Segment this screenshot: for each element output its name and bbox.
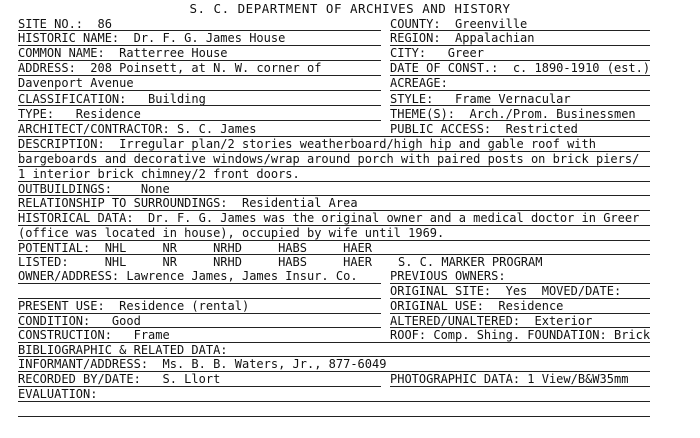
- previous-owners-field: PREVIOUS OWNERS:: [390, 269, 506, 283]
- address-field-continued: Davenport Avenue: [18, 76, 134, 90]
- description-line-2: bargeboards and decorative windows/wrap around porch with paired posts on brick piers/: [18, 152, 640, 166]
- city-field: CITY: Greer: [390, 46, 484, 60]
- altered-unaltered-field: ALTERED/UNALTERED: Exterior: [390, 314, 593, 328]
- listed-field: LISTED: NHL NR NRHD HABS HAER: [18, 255, 373, 269]
- common-name-field: COMMON NAME: Ratterree House: [18, 46, 228, 60]
- theme-field: THEME(S): Arch./Prom. Businessmen: [390, 107, 636, 121]
- address-field: ADDRESS: 208 Poinsett, at N. W. corner of: [18, 61, 322, 75]
- rule: [18, 401, 650, 402]
- rule: [390, 105, 650, 106]
- owner-address-field: OWNER/ADDRESS: Lawrence James, James Insur. Co.: [18, 269, 358, 283]
- classification-field: CLASSIFICATION: Building: [18, 92, 206, 106]
- region-field: REGION: Appalachian: [390, 31, 535, 45]
- historic-name-field: HISTORIC NAME: Dr. F. G. James House: [18, 31, 286, 45]
- marker-program-label: S. C. MARKER PROGRAM: [398, 255, 543, 269]
- county-field: COUNTY: Greenville: [390, 17, 528, 31]
- original-site-field: ORIGINAL SITE: Yes MOVED/DATE:: [390, 284, 622, 298]
- roof-foundation-field: ROOF: Comp. Shing. FOUNDATION: Brick: [390, 328, 651, 342]
- public-access-field: PUBLIC ACCESS: Restricted: [390, 122, 578, 136]
- evaluation-field: EVALUATION:: [18, 387, 98, 401]
- recorded-by-field: RECORDED BY/DATE: S. Llort: [18, 372, 221, 386]
- style-field: STYLE: Frame Vernacular: [390, 92, 571, 106]
- construction-field: CONSTRUCTION: Frame: [18, 328, 170, 342]
- date-of-construction-field: DATE OF CONST.: c. 1890-1910 (est.): [390, 61, 651, 75]
- site-no-field: SITE NO.: 86: [18, 17, 112, 31]
- rule: [390, 120, 650, 121]
- description-line-1: DESCRIPTION: Irregular plan/2 stories weatherboard/high hip and gable roof with: [18, 137, 596, 151]
- historical-data-line-2: (office was located in house), occupied by wife until 1969.: [18, 226, 445, 240]
- original-use-field: ORIGINAL USE: Residence: [390, 299, 564, 313]
- description-line-3: 1 interior brick chimney/2 front doors.: [18, 167, 300, 181]
- rule: [18, 105, 381, 106]
- bibliographic-field: BIBLIOGRAPHIC & RELATED DATA:: [18, 343, 228, 357]
- architect-field: ARCHITECT/CONTRACTOR: S. C. James: [18, 122, 257, 136]
- rule: [390, 386, 650, 387]
- type-field: TYPE: Residence: [18, 107, 141, 121]
- informant-field: INFORMANT/ADDRESS: Ms. B. B. Waters, Jr., 877-6049: [18, 357, 387, 371]
- rule: [18, 283, 381, 284]
- form-title: S. C. DEPARTMENT OF ARCHIVES AND HISTORY: [189, 1, 511, 16]
- acreage-field: ACREAGE:: [390, 76, 448, 90]
- potential-field: POTENTIAL: NHL NR NRHD HABS HAER: [18, 241, 373, 255]
- rule: [18, 416, 650, 417]
- condition-field: CONDITION: Good: [18, 314, 141, 328]
- photographic-data-field: PHOTOGRAPHIC DATA: 1 View/B&W35mm: [390, 372, 629, 386]
- rule: [18, 90, 381, 91]
- rule: [18, 120, 381, 121]
- present-use-field: PRESENT USE: Residence (rental): [18, 299, 250, 313]
- relationship-field: RELATIONSHIP TO SURROUNDINGS: Residential Area: [18, 196, 358, 210]
- outbuildings-field: OUTBUILDINGS: None: [18, 182, 170, 196]
- historical-data-line-1: HISTORICAL DATA: Dr. F. G. James was the original owner and a medical doctor in Greer: [18, 211, 640, 225]
- rule: [390, 90, 650, 91]
